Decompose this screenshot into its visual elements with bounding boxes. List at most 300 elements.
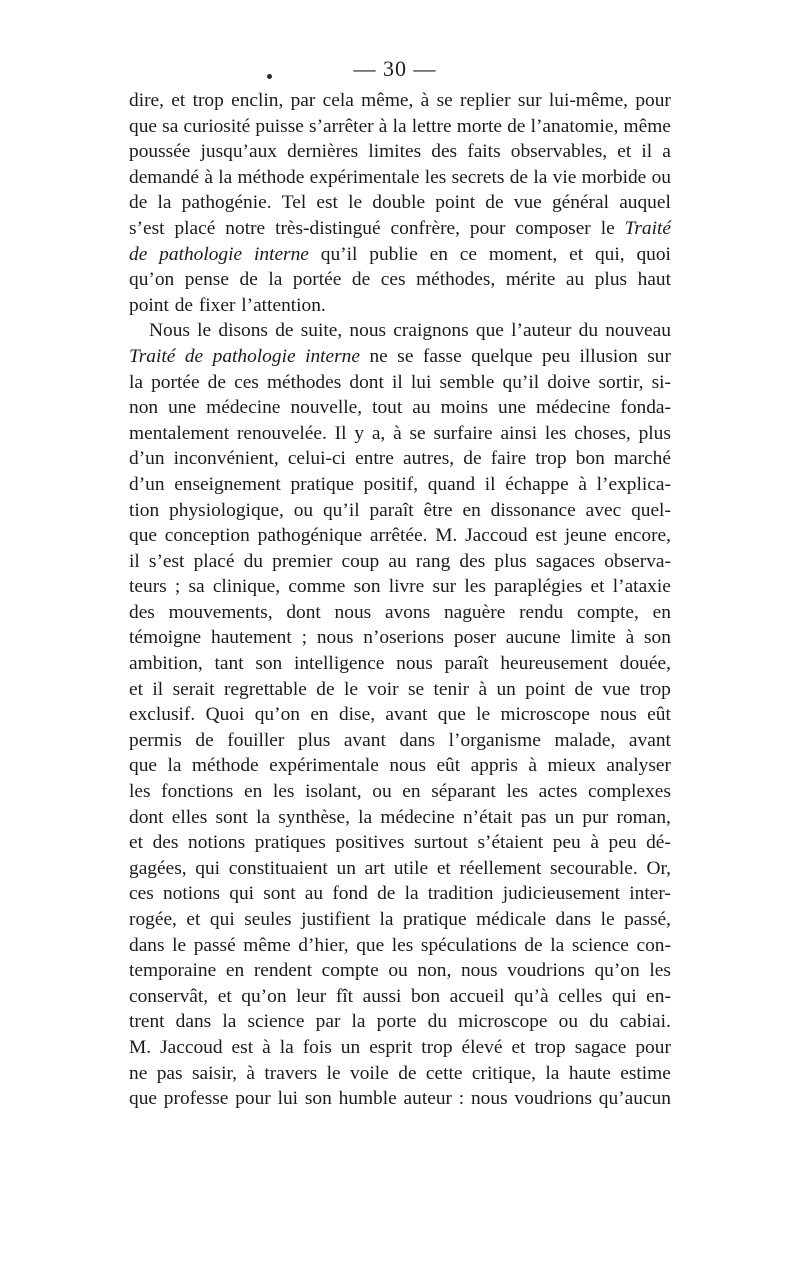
word: paraplégies	[494, 576, 583, 598]
word: cabiai.	[619, 1011, 671, 1033]
word: qu’il	[320, 243, 358, 265]
word: en	[225, 960, 245, 982]
word: haut	[637, 269, 671, 291]
word: l’ataxie	[612, 576, 671, 598]
word: en	[243, 781, 263, 803]
word: bon	[575, 448, 605, 470]
text-line	[129, 549, 671, 575]
word: porte	[376, 1011, 417, 1033]
word: le	[476, 704, 491, 726]
word: peu	[542, 345, 571, 367]
word: avant	[343, 729, 386, 751]
word: confrère,	[390, 217, 460, 239]
word: trent	[129, 1011, 165, 1033]
word: la	[268, 269, 283, 291]
word: la	[351, 1011, 366, 1033]
word: paraît	[369, 499, 414, 521]
text-line	[129, 958, 671, 984]
word: observa-	[604, 550, 671, 572]
word: plus	[594, 269, 628, 291]
word: des	[459, 550, 486, 572]
word: médecine	[380, 806, 455, 828]
word: heureusement	[500, 653, 609, 675]
word: secourable.	[550, 857, 638, 879]
word: général	[551, 192, 610, 214]
word: complexes	[588, 781, 671, 803]
word: enseignement	[174, 473, 281, 495]
word: pathogénie.	[181, 192, 272, 214]
word: d’un	[129, 448, 165, 470]
word: eût	[647, 704, 671, 726]
word: cette	[425, 1062, 463, 1084]
word: curiosité	[183, 115, 251, 137]
text-line	[129, 753, 671, 779]
word: qu’on	[129, 269, 175, 291]
word: est	[535, 525, 557, 547]
word: surfaire	[433, 422, 493, 444]
word: en	[429, 243, 448, 265]
word: fois	[302, 1036, 332, 1058]
word: suite,	[300, 320, 343, 342]
text-line	[129, 779, 671, 805]
word: naguère	[443, 601, 506, 623]
word: saisir,	[191, 1062, 237, 1084]
word: analyser	[606, 755, 671, 777]
word: que	[129, 115, 157, 137]
word: des	[431, 141, 458, 163]
word: qu’il	[322, 499, 360, 521]
word: que	[356, 934, 385, 956]
word: à	[393, 422, 402, 444]
word: nous	[460, 960, 498, 982]
word: peu	[608, 832, 637, 854]
word: haute	[568, 1062, 611, 1084]
word: de	[463, 448, 482, 470]
text-line	[129, 421, 671, 447]
word: elles	[171, 806, 208, 828]
word: de	[275, 320, 294, 342]
word: jeune	[564, 525, 607, 547]
word: positives	[335, 832, 405, 854]
word: lettre	[411, 115, 452, 137]
word: mouvements,	[168, 601, 273, 623]
word: s’arrêter	[309, 115, 374, 137]
word: médecine	[536, 397, 611, 419]
word: lui	[277, 1088, 299, 1110]
word: de	[195, 729, 214, 751]
word: travers	[264, 1062, 318, 1084]
word: dans	[399, 729, 436, 751]
text-line	[129, 805, 671, 831]
word: et	[569, 243, 584, 265]
text-line	[129, 574, 671, 600]
word: la	[222, 1011, 237, 1033]
text-line	[129, 702, 671, 728]
text-line	[129, 625, 671, 651]
word: un	[340, 1036, 361, 1058]
word: ;	[301, 627, 307, 649]
text-line	[129, 114, 671, 140]
word: ou	[293, 499, 314, 521]
word: constituaient	[228, 857, 328, 879]
word: la	[256, 806, 271, 828]
word: estime	[620, 1062, 671, 1084]
word: trop	[534, 1036, 566, 1058]
word: quoi	[636, 243, 671, 265]
word: critique,	[471, 1062, 536, 1084]
word: la	[167, 755, 182, 777]
word: enclin,	[231, 90, 284, 111]
word: fonda-	[620, 397, 671, 419]
text-line	[129, 933, 671, 959]
body-text	[129, 88, 671, 1112]
word: même,	[361, 90, 414, 111]
word: son	[644, 627, 671, 649]
word: n’oserions	[363, 627, 445, 649]
text-line	[129, 344, 671, 370]
word: trop	[639, 678, 671, 700]
word: la	[218, 166, 233, 188]
word: de	[316, 678, 335, 700]
word: ambition,	[129, 653, 203, 675]
word: point	[525, 678, 566, 700]
word: il	[484, 473, 496, 495]
word: interne	[253, 243, 309, 265]
word: les	[424, 166, 447, 188]
word: hautement	[211, 627, 292, 649]
word: au	[565, 269, 585, 291]
word: actes	[538, 781, 578, 803]
text-line	[129, 88, 671, 114]
word: fasse	[422, 345, 462, 367]
word: pour	[635, 90, 671, 111]
text-line	[129, 498, 671, 524]
word: dont	[349, 371, 384, 393]
word: ou	[651, 166, 671, 188]
word: aucune	[505, 627, 561, 649]
word: auquel	[619, 192, 671, 214]
word: le	[600, 217, 615, 239]
word: vue	[513, 192, 542, 214]
word: temporaine	[129, 960, 217, 982]
word: à	[420, 90, 430, 111]
word: semble	[439, 371, 495, 393]
word: la	[392, 115, 407, 137]
word: pathologie	[212, 345, 296, 367]
word: qu’on	[254, 704, 300, 726]
word: au	[304, 883, 324, 905]
word: de	[239, 269, 258, 291]
word: est	[231, 1036, 254, 1058]
word: à	[528, 755, 538, 777]
word: que	[129, 755, 157, 777]
ink-speck	[267, 74, 272, 79]
text-line	[129, 651, 671, 677]
word: expérimentale	[309, 166, 420, 188]
text-line	[129, 1086, 671, 1112]
word: nous	[600, 704, 637, 726]
text-line	[129, 1035, 671, 1061]
word: la	[379, 909, 394, 930]
word: passé	[193, 934, 236, 956]
word: nous	[389, 755, 426, 777]
word: choses,	[574, 422, 631, 444]
word: avant	[628, 729, 671, 751]
word: une	[168, 397, 197, 419]
text-line	[129, 165, 671, 191]
word: et	[129, 832, 143, 854]
word: surtout	[413, 832, 468, 854]
word: de	[485, 192, 504, 214]
word: à	[625, 627, 635, 649]
word: notre	[225, 217, 266, 239]
word: et	[511, 1036, 526, 1058]
text-line	[129, 216, 671, 242]
word: de	[509, 166, 529, 188]
word: Or,	[646, 857, 671, 879]
word: il	[129, 550, 140, 572]
word: médicale	[476, 909, 547, 930]
word: celui-ci	[287, 448, 346, 470]
word: voudrions	[514, 1088, 592, 1110]
word: Jaccoud	[465, 525, 528, 547]
word: un	[336, 857, 356, 879]
word: la	[129, 371, 143, 393]
word: professe	[163, 1088, 229, 1110]
word: méthodes	[266, 371, 342, 393]
word: son	[304, 1088, 332, 1110]
word: du	[427, 1011, 448, 1033]
word: l’explica-	[596, 473, 671, 495]
word: échappe	[505, 473, 569, 495]
word: paraît	[444, 653, 489, 675]
page-number: — 30 —	[353, 56, 437, 81]
word: nous	[470, 1088, 508, 1110]
word: observables,	[510, 141, 608, 163]
word: fonctions	[161, 781, 234, 803]
word: son	[353, 576, 381, 598]
word: gagées,	[129, 857, 187, 879]
word: dé-	[646, 832, 671, 854]
word: cela	[322, 90, 354, 111]
word: même	[243, 934, 291, 956]
word: n’était	[462, 806, 513, 828]
word: fixer	[198, 294, 236, 316]
word: fouiller	[227, 729, 285, 751]
word: en	[402, 781, 421, 803]
word: des	[152, 832, 179, 854]
word: plus	[297, 729, 331, 751]
word: seules	[244, 909, 292, 930]
word: sur	[517, 90, 542, 111]
word: rendu	[519, 601, 564, 623]
word: ces	[129, 883, 154, 905]
word: sa	[162, 115, 179, 137]
word: le	[326, 1062, 341, 1084]
word: M.	[129, 1036, 152, 1058]
word: en	[652, 601, 671, 623]
word: tenir	[433, 678, 470, 700]
word: la	[157, 192, 172, 214]
word: entre	[355, 448, 394, 470]
word: les	[506, 781, 528, 803]
word: y	[354, 422, 365, 444]
word: dissonance	[490, 499, 576, 521]
text-line	[129, 1009, 671, 1035]
word: le	[343, 678, 358, 700]
word: arrêtée.	[369, 525, 428, 547]
word: dont	[129, 806, 164, 828]
word: en-	[646, 985, 671, 1007]
word: ou	[372, 781, 392, 803]
word: que	[129, 1088, 157, 1110]
text-line	[129, 984, 671, 1010]
word: double	[372, 192, 426, 214]
word: d’un	[129, 473, 165, 495]
word: synthèse,	[278, 806, 350, 828]
word: sagace	[574, 1036, 627, 1058]
word: placé	[193, 550, 235, 572]
word: ou	[388, 960, 408, 982]
word: point	[129, 294, 169, 316]
word: conception	[164, 525, 250, 547]
word: serait	[172, 678, 215, 700]
word: du	[578, 320, 599, 342]
word: élevé	[461, 1036, 503, 1058]
word: comme	[288, 576, 346, 598]
word: les	[464, 576, 486, 598]
word: séparant	[431, 781, 496, 803]
word: vie	[552, 166, 577, 188]
word: Il	[334, 422, 347, 444]
word: et	[436, 857, 451, 879]
word: demandé	[129, 166, 199, 188]
word: et	[171, 90, 186, 111]
word: qui	[229, 883, 255, 905]
word: pense	[184, 269, 229, 291]
word: non,	[417, 960, 452, 982]
word: pas	[156, 1062, 183, 1084]
word: publie	[369, 243, 418, 265]
word: de	[129, 192, 148, 214]
word: du	[589, 1011, 609, 1033]
word: malade,	[554, 729, 616, 751]
word: pathogénique	[257, 525, 363, 547]
word: et	[129, 678, 143, 700]
word: Traité	[129, 345, 176, 367]
word: inconvénient,	[173, 448, 279, 470]
word: sortir,	[598, 371, 644, 393]
word: que	[475, 320, 504, 342]
word: qui	[195, 857, 221, 879]
word: appris	[470, 755, 518, 777]
word: pour	[635, 1036, 671, 1058]
text-line	[129, 881, 671, 907]
word: pathologie	[159, 243, 243, 265]
word: non	[129, 397, 159, 419]
word: fît	[335, 985, 354, 1007]
word: pur	[582, 806, 609, 828]
word: réellement	[459, 857, 542, 879]
word: un	[496, 678, 516, 700]
word: limites	[368, 141, 422, 163]
word: science	[571, 934, 629, 956]
word: sont	[263, 883, 296, 905]
word: trop	[192, 90, 224, 111]
word: M.	[435, 525, 458, 547]
word: premier	[272, 550, 333, 572]
text-line	[129, 190, 671, 216]
word: qu’on	[241, 985, 287, 1007]
word: si-	[651, 371, 671, 393]
word: fond	[332, 883, 368, 905]
text-line	[129, 907, 671, 933]
word: douée,	[619, 653, 671, 675]
word: sur	[647, 345, 671, 367]
word: dont	[286, 601, 321, 623]
word: rendent	[253, 960, 312, 982]
word: doive	[547, 371, 591, 393]
word: poussée	[129, 141, 191, 163]
word: sa	[188, 576, 205, 598]
word: interne	[305, 345, 360, 367]
word: est	[316, 192, 338, 214]
word: coup	[341, 550, 380, 572]
word: qui	[209, 909, 235, 930]
word: vue	[602, 678, 631, 700]
text-line	[129, 318, 671, 344]
word: secrets	[451, 166, 505, 188]
word: a	[662, 141, 671, 163]
word: clinique,	[212, 576, 281, 598]
word: pratique	[403, 909, 467, 930]
word: il	[152, 678, 164, 700]
word: permis	[129, 729, 182, 751]
word: nous	[334, 601, 372, 623]
word: ce	[459, 243, 477, 265]
word: composer	[515, 217, 591, 239]
word: poser	[453, 627, 496, 649]
word: son	[255, 653, 283, 675]
word: peu	[552, 832, 581, 854]
word: nous	[316, 627, 354, 649]
word: morte	[456, 115, 502, 137]
word: et	[217, 985, 232, 1007]
text-line	[129, 856, 671, 882]
word: de	[174, 294, 193, 316]
word: accueil	[449, 985, 505, 1007]
word: voir	[367, 678, 399, 700]
word: rang	[415, 550, 451, 572]
word: Nous	[149, 320, 190, 342]
word: tant	[214, 653, 244, 675]
word: s’étaient	[477, 832, 544, 854]
word: qu’à	[514, 985, 549, 1007]
text-line	[129, 1061, 671, 1087]
word: expérimentale	[269, 755, 379, 777]
word: méthode	[237, 166, 305, 188]
word: avant	[385, 704, 428, 726]
word: quel-	[631, 499, 671, 521]
word: à	[578, 473, 587, 495]
word: à	[262, 1036, 271, 1058]
word: nouveau	[605, 320, 671, 342]
word: replier	[460, 90, 511, 111]
word: à	[246, 1062, 256, 1084]
word: il	[641, 141, 653, 163]
word: limite	[570, 627, 616, 649]
text-line	[129, 472, 671, 498]
